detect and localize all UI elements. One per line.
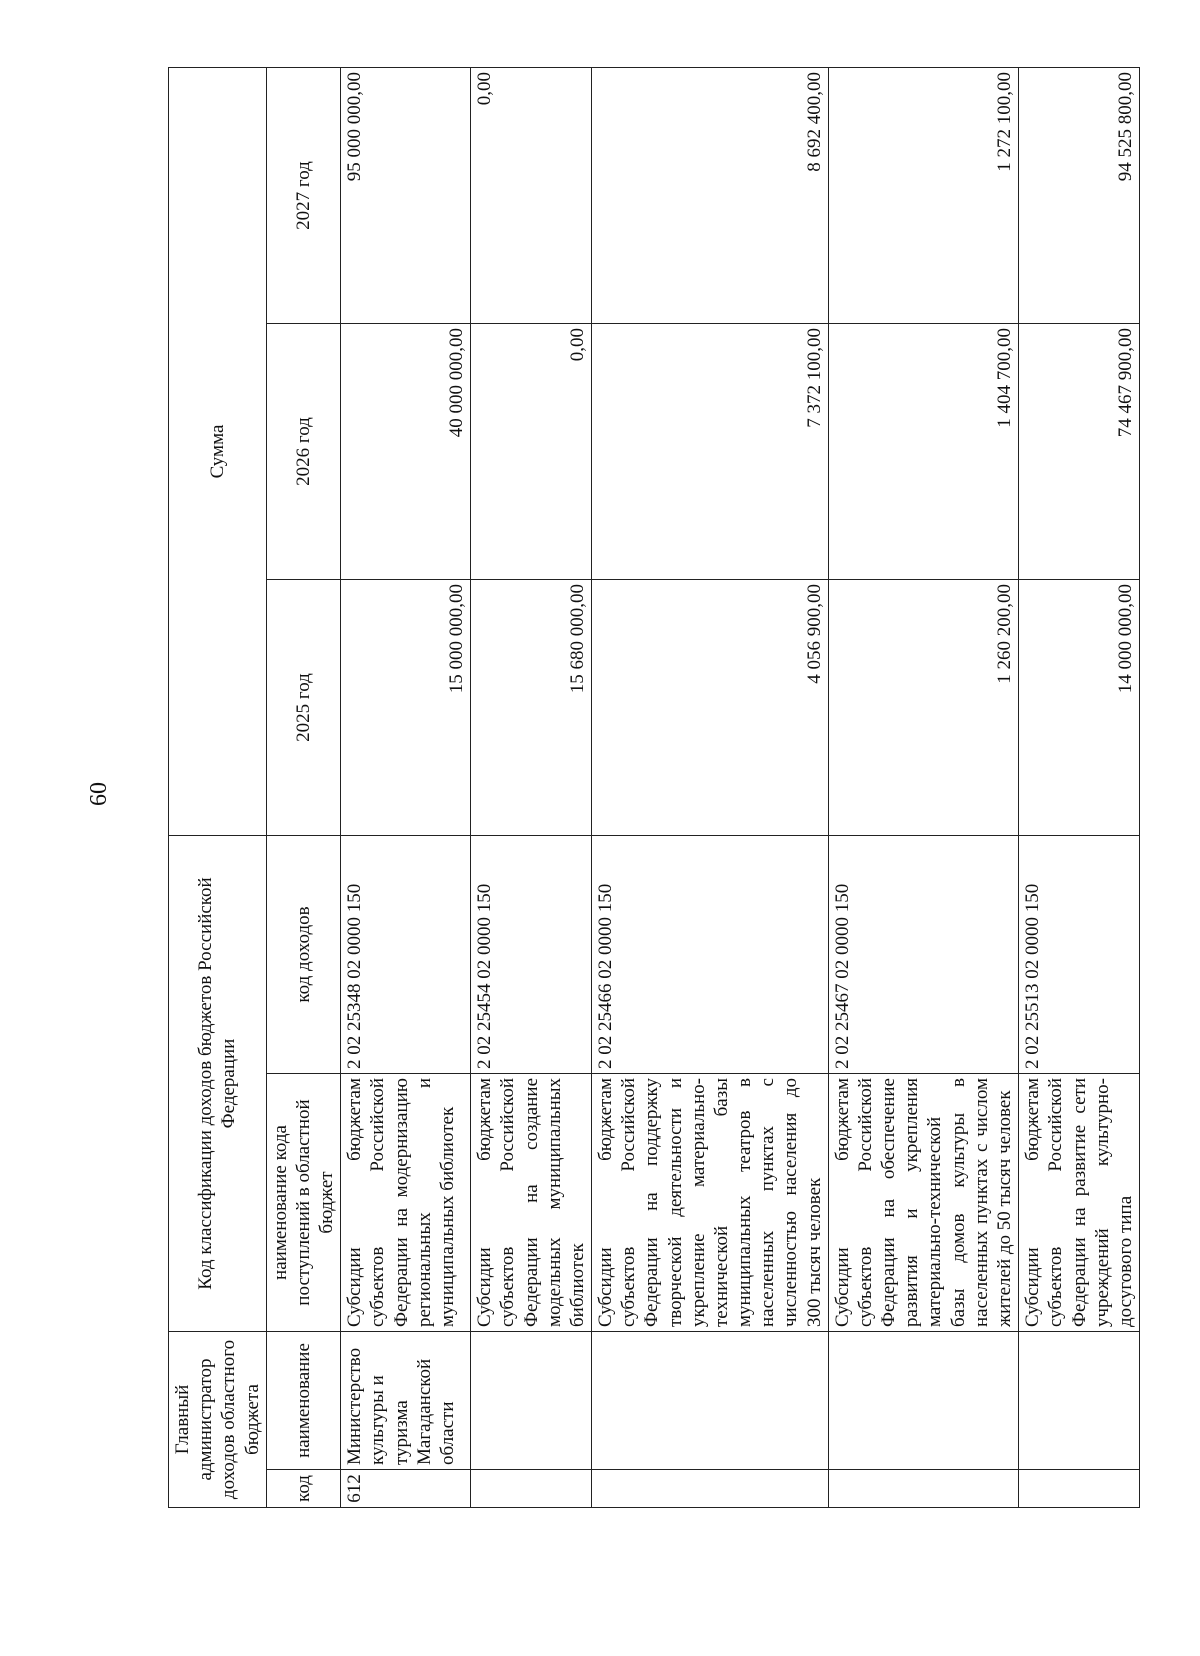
admin-name: Министерство культуры и туризма Магаданской области (341, 1332, 471, 1470)
amount-2027: 1 272 100,00 (828, 68, 1018, 324)
budget-revenue-table (168, 67, 1140, 1508)
income-description: Субсидии бюджетам субъектов Российской Федерации на развитие сети учреждений культурно-досугового типа (1019, 1074, 1140, 1332)
income-description: Субсидии бюджетам субъектов Российской Федерации на создание модельных муниципальных библиотек (471, 1074, 592, 1332)
amount-2026: 7 372 100,00 (592, 324, 829, 580)
income-code: 2 02 25454 02 0000 150 (471, 836, 592, 1074)
table-row (471, 68, 592, 1508)
empty-cell (828, 1470, 1018, 1508)
amount-2027: 0,00 (471, 68, 592, 324)
empty-cell (828, 1332, 1018, 1470)
amount-2026: 40 000 000,00 (341, 324, 471, 580)
table-row (341, 68, 471, 1508)
header-year-2025: 2025 год (266, 580, 341, 836)
amount-2025: 15 000 000,00 (341, 580, 471, 836)
empty-cell (471, 1470, 592, 1508)
budget-table-rotated (168, 68, 1136, 1508)
amount-2026: 74 467 900,00 (1019, 324, 1140, 580)
header-col-income-code: код доходов (266, 836, 341, 1074)
income-code: 2 02 25348 02 0000 150 (341, 836, 471, 1074)
empty-cell (1019, 1470, 1140, 1508)
income-description: Субсидии бюджетам субъектов Российской Федерации на модернизацию региональных и муниципальных библиотек (341, 1074, 471, 1332)
header-year-2027: 2027 год (266, 68, 341, 324)
amount-2027: 95 000 000,00 (341, 68, 471, 324)
header-year-2026: 2026 год (266, 324, 341, 580)
amount-2025: 4 056 900,00 (592, 580, 829, 836)
header-row-2 (266, 68, 341, 1508)
income-code: 2 02 25467 02 0000 150 (828, 836, 1018, 1074)
amount-2025: 14 000 000,00 (1019, 580, 1140, 836)
table-row (592, 68, 829, 1508)
amount-2026: 0,00 (471, 324, 592, 580)
header-col-code: код (266, 1470, 341, 1508)
header-col-name: наименование (266, 1332, 341, 1470)
admin-code: 612 (341, 1470, 471, 1508)
empty-cell (592, 1470, 829, 1508)
income-description: Субсидии бюджетам субъектов Российской Федерации на поддержку творческой деятельности и укрепление материально-технической базы муниципальных театров в населенных пунктах с численностью населения до 300 тысяч человек (592, 1074, 829, 1332)
income-description: Субсидии бюджетам субъектов Российской Федерации на обеспечение развития и укрепления материально-технической базы домов культуры в населенных пунктах с числом жителей до 50 тысяч человек (828, 1074, 1018, 1332)
amount-2025: 15 680 000,00 (471, 580, 592, 836)
header-sum-group: Сумма (169, 68, 267, 836)
header-row-1 (169, 68, 267, 1508)
table-row (1019, 68, 1140, 1508)
page-number: 60 (86, 782, 112, 806)
table-row (828, 68, 1018, 1508)
empty-cell (592, 1332, 829, 1470)
income-code: 2 02 25513 02 0000 150 (1019, 836, 1140, 1074)
empty-cell (1019, 1332, 1140, 1470)
amount-2027: 94 525 800,00 (1019, 68, 1140, 324)
amount-2025: 1 260 200,00 (828, 580, 1018, 836)
header-classification-group: Код классификации доходов бюджетов Российской Федерации (169, 836, 267, 1332)
amount-2026: 1 404 700,00 (828, 324, 1018, 580)
empty-cell (471, 1332, 592, 1470)
header-col-income-name: наименование кода поступлений в областной бюджет (266, 1074, 341, 1332)
income-code: 2 02 25466 02 0000 150 (592, 836, 829, 1074)
header-admin-group: Главный администратор доходов областного бюджета (169, 1332, 267, 1508)
amount-2027: 8 692 400,00 (592, 68, 829, 324)
